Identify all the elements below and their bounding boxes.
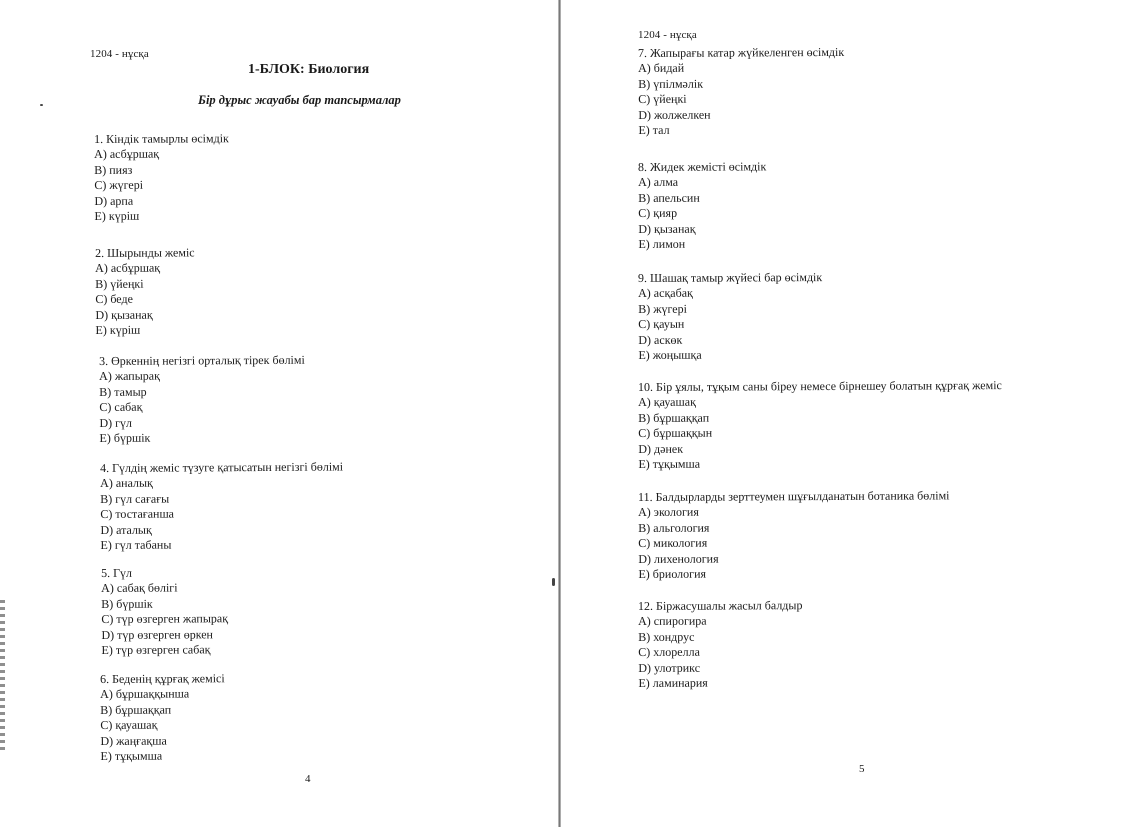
option-c: C) хлорелла <box>638 644 700 660</box>
block-title: 1-БЛОК: Биология <box>248 62 370 77</box>
option-e: E) бриология <box>638 566 707 582</box>
question-text: 7. Жапырағы катар жүйкеленген өсімдік <box>638 44 845 60</box>
option-d: D) улотрикс <box>638 660 701 675</box>
question-9 <box>638 270 823 363</box>
option-b: B) гүл сағағы <box>100 491 170 506</box>
option-c: C) бұршаққын <box>638 425 713 441</box>
option-d: D) гүл <box>99 415 133 430</box>
question-1 <box>94 131 229 224</box>
option-c: C) тостағанша <box>100 506 175 522</box>
option-b: B) бұршаққап <box>100 702 172 717</box>
variant-label: 1204 - нұсқа <box>90 48 149 60</box>
option-c: C) жүгері <box>94 177 144 193</box>
option-a: A) сабақ бөлігі <box>101 580 178 596</box>
option-c: C) сабақ <box>99 399 143 415</box>
question-7 <box>638 45 845 139</box>
question-text: 8. Жидек жемісті өсімдік <box>638 159 767 174</box>
page-edge-shadow <box>0 600 5 750</box>
option-e: E) тұқымша <box>638 456 701 472</box>
question-4 <box>100 460 344 554</box>
option-a: A) бұршаққынша <box>100 686 190 702</box>
option-b: B) үйеңкі <box>95 276 144 291</box>
question-text: 6. Беденің құрғақ жемісі <box>100 671 225 686</box>
question-8 <box>638 159 767 252</box>
option-e: E) тал <box>638 122 670 138</box>
option-d: D) дәнек <box>638 441 684 456</box>
option-b: B) альгология <box>638 520 710 535</box>
option-d: D) жолжелкен <box>638 107 711 122</box>
question-text: 12. Біржасушалы жасыл балдыр <box>638 598 803 613</box>
question-5 <box>101 565 228 658</box>
option-c: C) қауын <box>638 316 685 332</box>
option-a: A) экология <box>638 505 699 520</box>
page-number: 5 <box>859 763 865 775</box>
option-a: A) асқабақ <box>638 286 693 301</box>
question-6 <box>100 671 225 764</box>
option-c: C) микология <box>638 535 708 551</box>
option-d: D) лихенология <box>638 551 719 566</box>
option-d: D) жаңғақша <box>100 733 167 748</box>
option-c: C) үйеңкі <box>638 91 687 107</box>
question-text: 5. Гүл <box>101 565 133 580</box>
option-b: B) жүгері <box>638 301 687 316</box>
option-c: C) түр өзгерген жапырақ <box>101 611 229 627</box>
question-text: 3. Өркеннің негізгі орталық тірек бөлімі <box>99 352 305 368</box>
option-b: B) бүршік <box>101 596 153 611</box>
option-b: B) апельсин <box>638 190 700 205</box>
option-e: E) лимон <box>638 236 686 252</box>
left-page <box>0 0 560 827</box>
question-text: 10. Бір ұялы, тұқым саны біреу немесе бірнешеу болатын құрғақ жеміс <box>638 378 1002 394</box>
question-12 <box>638 598 803 691</box>
option-a: A) аналық <box>100 476 153 491</box>
question-3 <box>99 353 305 447</box>
option-c: C) қауашақ <box>100 717 158 733</box>
option-a: A) жапырақ <box>99 369 160 384</box>
scan-speck <box>40 104 43 106</box>
option-b: B) пияз <box>94 162 133 177</box>
question-2 <box>95 245 195 338</box>
option-a: A) асбұршақ <box>94 147 160 162</box>
question-text: 9. Шашақ тамыр жүйесі бар өсімдік <box>638 270 823 285</box>
question-text: 1. Кіндік тамырлы өсімдік <box>94 131 229 146</box>
option-c: C) беде <box>95 291 133 307</box>
question-text: 11. Балдырларды зерттеумен шұғылданатын ботаника бөлімі <box>638 488 950 504</box>
option-b: B) тамыр <box>99 384 147 399</box>
option-a: A) спирогира <box>638 614 707 629</box>
option-a: A) алма <box>638 175 679 190</box>
page-number: 4 <box>305 773 311 785</box>
option-a: A) бидай <box>638 61 685 76</box>
option-d: D) қызанақ <box>638 221 696 236</box>
option-e: E) түр өзгерген сабақ <box>101 642 211 658</box>
option-d: D) аскөк <box>638 332 683 347</box>
option-e: E) жоңышқа <box>638 347 702 363</box>
book-fold <box>558 0 561 827</box>
variant-label: 1204 - нұсқа <box>638 29 697 41</box>
option-e: E) күріш <box>94 208 140 224</box>
option-a: A) асбұршақ <box>95 261 161 276</box>
section-subtitle: Бір дұрыс жауабы бар тапсырмалар <box>198 93 401 107</box>
right-page <box>562 0 1132 827</box>
option-e: E) тұқымша <box>100 748 163 764</box>
question-11 <box>638 488 950 582</box>
option-c: C) қияр <box>638 206 678 221</box>
question-text: 4. Гүлдің жеміс түзуге қатысатын негізгі бөлімі <box>100 459 344 475</box>
option-d: D) аталық <box>100 522 152 537</box>
scan-speck <box>552 578 555 586</box>
option-e: E) гүл табаны <box>100 537 172 553</box>
option-b: B) үпілмәлік <box>638 76 704 91</box>
option-d: D) арпа <box>94 193 134 208</box>
option-e: E) ламинария <box>638 675 708 691</box>
option-d: D) түр өзгерген өркен <box>101 626 213 642</box>
option-e: E) бүршік <box>99 430 151 446</box>
option-d: D) қызанақ <box>95 307 153 322</box>
question-10 <box>638 378 1002 472</box>
option-b: B) бұршаққап <box>638 410 710 425</box>
option-b: B) хондрус <box>638 629 695 644</box>
option-e: E) күріш <box>95 322 141 338</box>
question-text: 2. Шырынды жеміс <box>95 245 195 260</box>
option-a: A) қауашақ <box>638 395 696 410</box>
